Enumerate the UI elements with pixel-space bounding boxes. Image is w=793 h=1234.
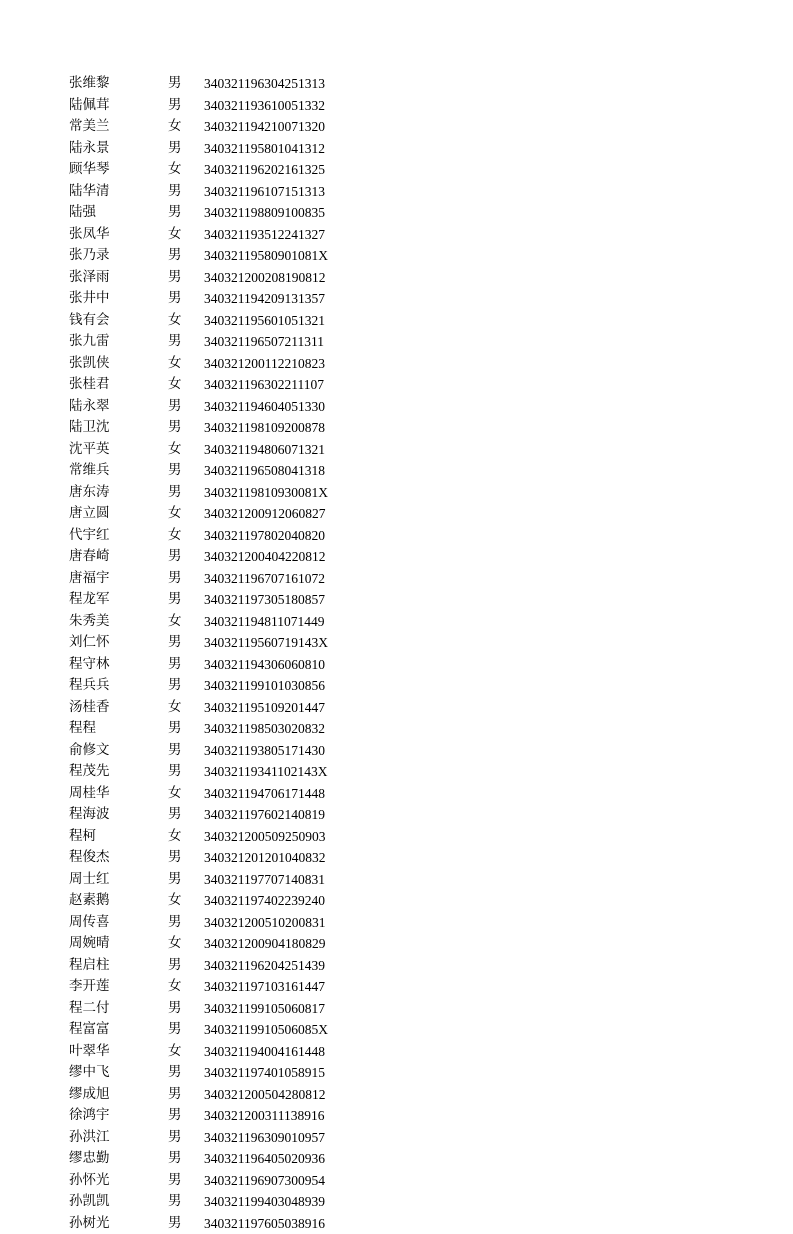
id-number-cell: 340321200912060827: [204, 503, 326, 525]
id-number-cell: 340321200504280812: [204, 1084, 326, 1106]
id-number-cell: 340321194306060810: [204, 654, 325, 676]
id-number-cell: 34032119560719143X: [204, 632, 328, 654]
sex-cell: 男: [168, 267, 182, 289]
name-cell: 张维黎: [69, 73, 110, 95]
sex-cell: 男: [168, 740, 182, 762]
sex-cell: 男: [168, 589, 182, 611]
id-number-cell: 340321194004161448: [204, 1041, 325, 1063]
id-number-cell: 340321194806071321: [204, 439, 325, 461]
id-number-cell: 340321196302211107: [204, 374, 324, 396]
name-cell: 程二付: [69, 998, 110, 1020]
name-cell: 程富富: [69, 1019, 110, 1041]
id-number-cell: 340321196907300954: [204, 1170, 325, 1192]
name-cell: 程启柱: [69, 955, 110, 977]
id-number-cell: 340321196304251313: [204, 73, 325, 95]
id-number-cell: 340321200404220812: [204, 546, 326, 568]
id-number-cell: 340321200904180829: [204, 933, 326, 955]
sex-cell: 男: [168, 654, 182, 676]
name-cell: 张井中: [69, 288, 110, 310]
name-cell: 周士红: [69, 869, 110, 891]
id-number-cell: 34032119910506085X: [204, 1019, 328, 1041]
id-number-cell: 340321196508041318: [204, 460, 325, 482]
id-number-cell: 34032119810930081X: [204, 482, 328, 504]
name-cell: 俞修文: [69, 740, 110, 762]
name-cell: 徐鸿宇: [69, 1105, 110, 1127]
name-cell: 程兵兵: [69, 675, 110, 697]
name-cell: 代宇红: [69, 525, 110, 547]
id-number-cell: 340321197103161447: [204, 976, 325, 998]
id-number-cell: 340321196202161325: [204, 159, 325, 181]
id-number-cell: 340321195801041312: [204, 138, 325, 160]
sex-cell: 男: [168, 847, 182, 869]
name-cell: 缪成旭: [69, 1084, 110, 1106]
name-cell: 周传喜: [69, 912, 110, 934]
id-number-cell: 340321194811071449: [204, 611, 325, 633]
id-number-cell: 340321193805171430: [204, 740, 325, 762]
sex-cell: 女: [168, 525, 182, 547]
id-number-cell: 340321199105060817: [204, 998, 325, 1020]
name-cell: 张凯侠: [69, 353, 110, 375]
sex-cell: 男: [168, 460, 182, 482]
id-number-cell: 340321195109201447: [204, 697, 325, 719]
sex-cell: 女: [168, 783, 182, 805]
id-number-cell: 340321196707161072: [204, 568, 325, 590]
sex-cell: 男: [168, 912, 182, 934]
id-number-cell: 340321196405020936: [204, 1148, 325, 1170]
id-number-cell: 340321196107151313: [204, 181, 325, 203]
name-cell: 孙怀光: [69, 1170, 110, 1192]
id-number-cell: 340321195601051321: [204, 310, 325, 332]
sex-cell: 男: [168, 761, 182, 783]
name-cell: 沈平英: [69, 439, 110, 461]
id-number-cell: 340321197402239240: [204, 890, 325, 912]
sex-cell: 男: [168, 482, 182, 504]
name-cell: 赵素鹅: [69, 890, 110, 912]
sex-cell: 男: [168, 245, 182, 267]
id-number-cell: 340321198809100835: [204, 202, 325, 224]
id-number-cell: 340321197802040820: [204, 525, 325, 547]
sex-cell: 男: [168, 1105, 182, 1127]
sex-cell: 男: [168, 869, 182, 891]
sex-cell: 男: [168, 288, 182, 310]
sex-cell: 女: [168, 374, 182, 396]
sex-cell: 男: [168, 632, 182, 654]
sex-cell: 男: [168, 718, 182, 740]
name-cell: 唐春崎: [69, 546, 110, 568]
name-cell: 陆佩茸: [69, 95, 110, 117]
name-cell: 张泽雨: [69, 267, 110, 289]
name-cell: 陆强: [69, 202, 96, 224]
name-cell: 孙洪江: [69, 1127, 110, 1149]
name-cell: 唐福宇: [69, 568, 110, 590]
sex-cell: 女: [168, 890, 182, 912]
sex-cell: 女: [168, 439, 182, 461]
id-number-cell: 340321199101030856: [204, 675, 325, 697]
name-cell: 程程: [69, 718, 96, 740]
sex-cell: 女: [168, 826, 182, 848]
id-number-cell: 340321201201040832: [204, 847, 326, 869]
id-number-cell: 340321197305180857: [204, 589, 325, 611]
name-cell: 叶翠华: [69, 1041, 110, 1063]
name-cell: 张九雷: [69, 331, 110, 353]
sex-cell: 男: [168, 675, 182, 697]
sex-cell: 男: [168, 1170, 182, 1192]
sex-cell: 女: [168, 503, 182, 525]
name-cell: 缪中飞: [69, 1062, 110, 1084]
id-number-cell: 340321200509250903: [204, 826, 326, 848]
sex-cell: 女: [168, 310, 182, 332]
sex-cell: 男: [168, 998, 182, 1020]
name-cell: 陆华清: [69, 181, 110, 203]
id-number-cell: 340321196507211311: [204, 331, 324, 353]
id-number-cell: 340321196309010957: [204, 1127, 325, 1149]
name-cell: 唐立圆: [69, 503, 110, 525]
id-number-cell: 340321193610051332: [204, 95, 325, 117]
name-cell: 孙树光: [69, 1213, 110, 1234]
name-cell: 程海波: [69, 804, 110, 826]
name-cell: 顾华琴: [69, 159, 110, 181]
name-cell: 周桂华: [69, 783, 110, 805]
sex-cell: 男: [168, 181, 182, 203]
sex-cell: 男: [168, 804, 182, 826]
name-cell: 缪忠勤: [69, 1148, 110, 1170]
id-number-cell: 34032119580901081X: [204, 245, 328, 267]
name-cell: 钱有会: [69, 310, 110, 332]
sex-cell: 男: [168, 95, 182, 117]
name-cell: 张桂君: [69, 374, 110, 396]
id-number-cell: 340321198503020832: [204, 718, 325, 740]
sex-cell: 男: [168, 1084, 182, 1106]
sex-cell: 男: [168, 1191, 182, 1213]
sex-cell: 女: [168, 116, 182, 138]
name-cell: 常维兵: [69, 460, 110, 482]
name-cell: 张乃录: [69, 245, 110, 267]
name-cell: 程龙军: [69, 589, 110, 611]
sex-cell: 女: [168, 1041, 182, 1063]
id-number-cell: 340321197605038916: [204, 1213, 325, 1234]
id-number-cell: 340321194604051330: [204, 396, 325, 418]
id-number-cell: 340321200208190812: [204, 267, 326, 289]
id-number-cell: 340321197707140831: [204, 869, 325, 891]
id-number-cell: 34032119341102143X: [204, 761, 328, 783]
id-number-cell: 340321196204251439: [204, 955, 325, 977]
name-cell: 孙凯凯: [69, 1191, 110, 1213]
name-cell: 程柯: [69, 826, 96, 848]
sex-cell: 女: [168, 611, 182, 633]
name-cell: 程守林: [69, 654, 110, 676]
name-cell: 刘仁怀: [69, 632, 110, 654]
name-cell: 唐东涛: [69, 482, 110, 504]
sex-cell: 男: [168, 202, 182, 224]
name-cell: 李开莲: [69, 976, 110, 998]
sex-cell: 男: [168, 1127, 182, 1149]
sex-cell: 男: [168, 73, 182, 95]
name-cell: 周婉晴: [69, 933, 110, 955]
name-cell: 程茂先: [69, 761, 110, 783]
id-number-cell: 340321194706171448: [204, 783, 325, 805]
id-number-cell: 340321193512241327: [204, 224, 325, 246]
id-number-cell: 340321200112210823: [204, 353, 325, 375]
name-cell: 张凤华: [69, 224, 110, 246]
sex-cell: 男: [168, 955, 182, 977]
id-number-cell: 340321200510200831: [204, 912, 326, 934]
name-cell: 陆永翠: [69, 396, 110, 418]
sex-cell: 女: [168, 224, 182, 246]
sex-cell: 男: [168, 1213, 182, 1234]
sex-cell: 男: [168, 1148, 182, 1170]
sex-cell: 男: [168, 1062, 182, 1084]
sex-cell: 女: [168, 976, 182, 998]
sex-cell: 女: [168, 697, 182, 719]
sex-cell: 男: [168, 396, 182, 418]
sex-cell: 女: [168, 353, 182, 375]
sex-cell: 男: [168, 568, 182, 590]
name-cell: 朱秀美: [69, 611, 110, 633]
id-number-cell: 340321194209131357: [204, 288, 325, 310]
name-cell: 汤桂香: [69, 697, 110, 719]
id-number-cell: 340321197401058915: [204, 1062, 325, 1084]
sex-cell: 男: [168, 331, 182, 353]
sex-cell: 女: [168, 933, 182, 955]
name-cell: 陆卫沈: [69, 417, 110, 439]
id-number-cell: 340321198109200878: [204, 417, 325, 439]
name-cell: 常美兰: [69, 116, 110, 138]
sex-cell: 男: [168, 546, 182, 568]
id-number-cell: 340321194210071320: [204, 116, 325, 138]
sex-cell: 男: [168, 417, 182, 439]
sex-cell: 女: [168, 159, 182, 181]
sex-cell: 男: [168, 138, 182, 160]
id-number-cell: 340321199403048939: [204, 1191, 325, 1213]
id-number-cell: 340321200311138916: [204, 1105, 325, 1127]
sex-cell: 男: [168, 1019, 182, 1041]
id-number-cell: 340321197602140819: [204, 804, 325, 826]
name-cell: 陆永景: [69, 138, 110, 160]
name-cell: 程俊杰: [69, 847, 110, 869]
